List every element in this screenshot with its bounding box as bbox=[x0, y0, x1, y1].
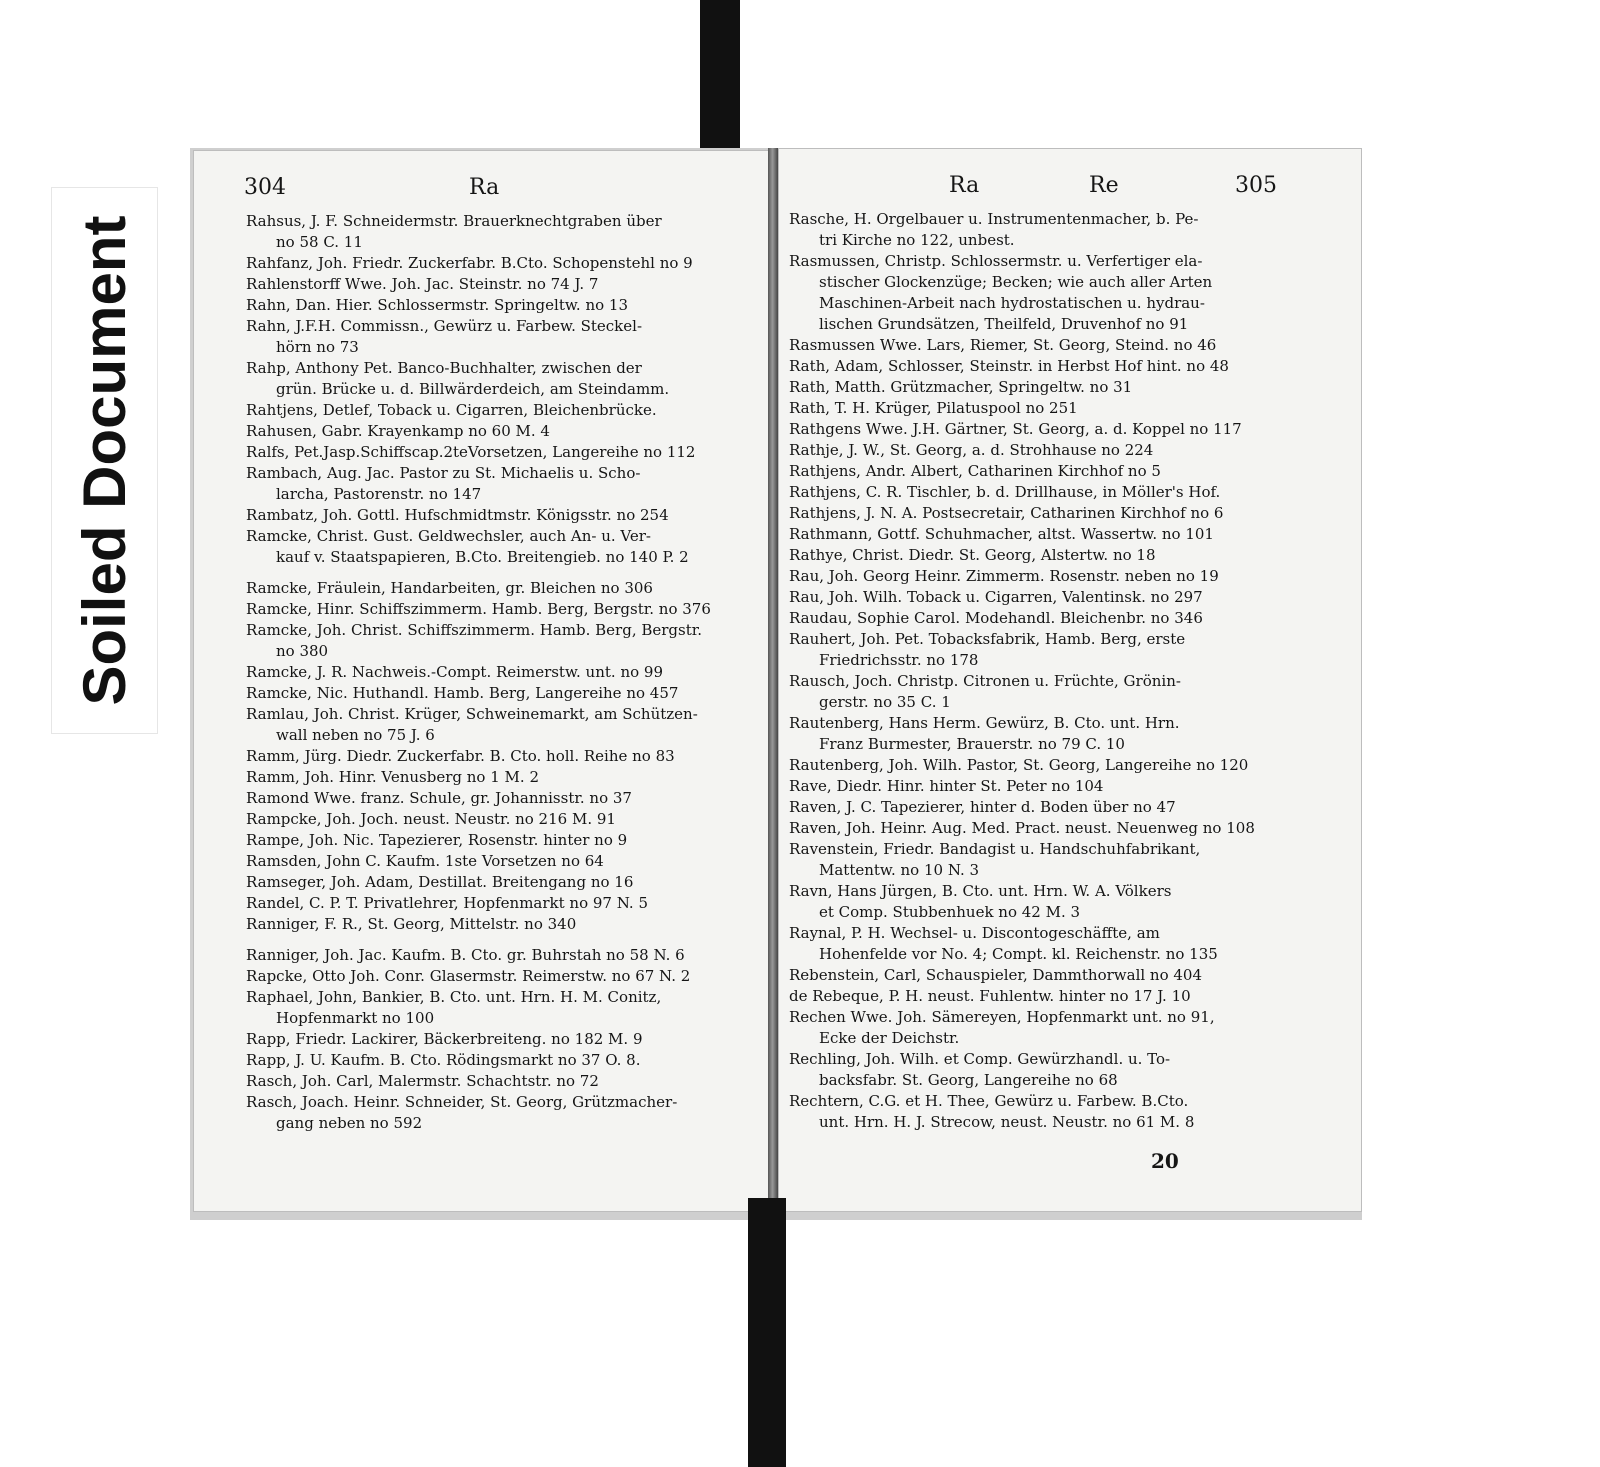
directory-entry-continuation: larcha, Pastorenstr. no 147 bbox=[276, 485, 482, 503]
directory-entry: Rasche, H. Orgelbauer u. Instrumentenmacher, b. Pe- bbox=[789, 210, 1199, 228]
directory-entry-continuation: Friedrichsstr. no 178 bbox=[819, 651, 979, 669]
directory-entry: Ranniger, Joh. Jac. Kaufm. B. Cto. gr. Buhrstah no 58 N. 6 bbox=[246, 946, 685, 964]
directory-entry: Rave, Diedr. Hinr. hinter St. Peter no 104 bbox=[789, 777, 1104, 795]
directory-entry: Rambatz, Joh. Gottl. Hufschmidtmstr. Königsstr. no 254 bbox=[246, 506, 669, 524]
directory-entry-continuation: wall neben no 75 J. 6 bbox=[276, 726, 435, 744]
directory-entry: Rathjens, C. R. Tischler, b. d. Drillhause, in Möller's Hof. bbox=[789, 483, 1221, 501]
directory-entry: Rahtjens, Detlef, Toback u. Cigarren, Bleichenbrücke. bbox=[246, 401, 657, 419]
left-page-number: 304 bbox=[244, 175, 286, 200]
directory-entry: Rahusen, Gabr. Krayenkamp no 60 M. 4 bbox=[246, 422, 550, 440]
entry-spacer bbox=[246, 568, 747, 578]
right-header-letter-ra: Ra bbox=[949, 173, 980, 198]
directory-entry-continuation: no 380 bbox=[276, 642, 329, 660]
directory-entry: Rausch, Joch. Christp. Citronen u. Früchte, Grönin- bbox=[789, 672, 1181, 690]
directory-entry-continuation: Franz Burmester, Brauerstr. no 79 C. 10 bbox=[819, 735, 1125, 753]
right-page bbox=[778, 148, 1362, 1212]
directory-entry-continuation: backsfabr. St. Georg, Langereihe no 68 bbox=[819, 1071, 1118, 1089]
directory-entry-continuation: stischer Glockenzüge; Becken; wie auch aller Arten bbox=[819, 273, 1213, 291]
directory-entry: Rau, Joh. Georg Heinr. Zimmerm. Rosenstr. neben no 19 bbox=[789, 567, 1219, 585]
directory-entry: Rathgens Wwe. J.H. Gärtner, St. Georg, a. d. Koppel no 117 bbox=[789, 420, 1242, 438]
directory-entry: Rechen Wwe. Joh. Sämereyen, Hopfenmarkt unt. no 91, bbox=[789, 1008, 1215, 1026]
directory-entry-continuation: hörn no 73 bbox=[276, 338, 359, 356]
directory-entry: Raphael, John, Bankier, B. Cto. unt. Hrn. H. M. Conitz, bbox=[246, 988, 662, 1006]
directory-entry: Ramseger, Joh. Adam, Destillat. Breitengang no 16 bbox=[246, 873, 634, 891]
left-entry-list bbox=[246, 211, 747, 1134]
right-page-number: 305 bbox=[1235, 173, 1277, 198]
directory-entry: Ramsden, John C. Kaufm. 1ste Vorsetzen no 64 bbox=[246, 852, 604, 870]
directory-entry: Ramcke, Christ. Gust. Geldwechsler, auch An- u. Ver- bbox=[246, 527, 651, 545]
soiled-document-label bbox=[52, 188, 157, 733]
directory-entry: Ravenstein, Friedr. Bandagist u. Handschuhfabrikant, bbox=[789, 840, 1201, 858]
directory-entry: Rath, Matth. Grützmacher, Springeltw. no 31 bbox=[789, 378, 1133, 396]
directory-entry: Raynal, P. H. Wechsel- u. Discontogeschäffte, am bbox=[789, 924, 1160, 942]
directory-entry: Ramond Wwe. franz. Schule, gr. Johannisstr. no 37 bbox=[246, 789, 632, 807]
directory-entry-continuation: gerstr. no 35 C. 1 bbox=[819, 693, 951, 711]
directory-entry: Rampe, Joh. Nic. Tapezierer, Rosenstr. hinter no 9 bbox=[246, 831, 628, 849]
directory-entry-continuation: grün. Brücke u. d. Billwärderdeich, am Steindamm. bbox=[276, 380, 670, 398]
directory-entry: Rapp, J. U. Kaufm. B. Cto. Rödingsmarkt no 37 O. 8. bbox=[246, 1051, 641, 1069]
directory-entry: Raudau, Sophie Carol. Modehandl. Bleichenbr. no 346 bbox=[789, 609, 1203, 627]
soiled-document-text: Soiled Document bbox=[71, 215, 138, 706]
directory-entry: Rahp, Anthony Pet. Banco-Buchhalter, zwischen der bbox=[246, 359, 642, 377]
directory-entry: Rapp, Friedr. Lackirer, Bäckerbreiteng. no 182 M. 9 bbox=[246, 1030, 643, 1048]
directory-entry: Ramm, Joh. Hinr. Venusberg no 1 M. 2 bbox=[246, 768, 539, 786]
directory-entry: Rechtern, C.G. et H. Thee, Gewürz u. Farbew. B.Cto. bbox=[789, 1092, 1189, 1110]
entry-spacer bbox=[246, 935, 747, 945]
directory-entry: Rahlenstorff Wwe. Joh. Jac. Steinstr. no 74 J. 7 bbox=[246, 275, 599, 293]
directory-entry-continuation: lischen Grundsätzen, Theilfeld, Druvenhof no 91 bbox=[819, 315, 1189, 333]
directory-entry: Ramcke, Fräulein, Handarbeiten, gr. Bleichen no 306 bbox=[246, 579, 653, 597]
directory-entry: Rahfanz, Joh. Friedr. Zuckerfabr. B.Cto. Schopenstehl no 9 bbox=[246, 254, 693, 272]
directory-entry: Raven, Joh. Heinr. Aug. Med. Pract. neust. Neuenweg no 108 bbox=[789, 819, 1255, 837]
directory-entry: Raven, J. C. Tapezierer, hinter d. Boden über no 47 bbox=[789, 798, 1176, 816]
directory-entry-continuation: no 58 C. 11 bbox=[276, 233, 363, 251]
directory-entry-continuation: Mattentw. no 10 N. 3 bbox=[819, 861, 980, 879]
directory-entry: Randel, C. P. T. Privatlehrer, Hopfenmarkt no 97 N. 5 bbox=[246, 894, 648, 912]
directory-entry: Ralfs, Pet.Jasp.Schiffscap.2teVorsetzen, Langereihe no 112 bbox=[246, 443, 696, 461]
directory-entry: Ramcke, Nic. Huthandl. Hamb. Berg, Langereihe no 457 bbox=[246, 684, 679, 702]
directory-entry: Rahn, J.F.H. Commissn., Gewürz u. Farbew. Steckel- bbox=[246, 317, 643, 335]
directory-entry: Rathjens, J. N. A. Postsecretair, Catharinen Kirchhof no 6 bbox=[789, 504, 1224, 522]
directory-entry-continuation: kauf v. Staatspapieren, B.Cto. Breitengieb. no 140 P. 2 bbox=[276, 548, 689, 566]
directory-entry: Rampcke, Joh. Joch. neust. Neustr. no 216 M. 91 bbox=[246, 810, 616, 828]
directory-entry-continuation: gang neben no 592 bbox=[276, 1114, 423, 1132]
directory-entry: Rebenstein, Carl, Schauspieler, Dammthorwall no 404 bbox=[789, 966, 1203, 984]
directory-entry: Rauhert, Joh. Pet. Tobacksfabrik, Hamb. Berg, erste bbox=[789, 630, 1186, 648]
directory-entry-continuation: Hohenfelde vor No. 4; Compt. kl. Reichenstr. no 135 bbox=[819, 945, 1218, 963]
directory-entry: Rambach, Aug. Jac. Pastor zu St. Michaelis u. Scho- bbox=[246, 464, 641, 482]
right-header-letter-re: Re bbox=[1089, 173, 1119, 198]
directory-entry: Rasch, Joach. Heinr. Schneider, St. Georg, Grützmacher- bbox=[246, 1093, 678, 1111]
directory-entry: Rathje, J. W., St. Georg, a. d. Strohhause no 224 bbox=[789, 441, 1154, 459]
directory-entry: Rautenberg, Joh. Wilh. Pastor, St. Georg, Langereihe no 120 bbox=[789, 756, 1249, 774]
directory-entry: Rautenberg, Hans Herm. Gewürz, B. Cto. unt. Hrn. bbox=[789, 714, 1180, 732]
directory-entry: Rahsus, J. F. Schneidermstr. Brauerknechtgraben über bbox=[246, 212, 662, 230]
directory-entry-continuation: Maschinen-Arbeit nach hydrostatischen u. hydrau- bbox=[819, 294, 1205, 312]
right-entry-list bbox=[789, 209, 1347, 1133]
directory-entry: Rasch, Joh. Carl, Malermstr. Schachtstr. no 72 bbox=[246, 1072, 599, 1090]
directory-entry-continuation: Ecke der Deichstr. bbox=[819, 1029, 960, 1047]
binding-strap-top bbox=[700, 0, 740, 160]
left-page bbox=[193, 150, 770, 1212]
directory-entry: Rahn, Dan. Hier. Schlossermstr. Springeltw. no 13 bbox=[246, 296, 628, 314]
directory-entry-continuation: et Comp. Stubbenhuek no 42 M. 3 bbox=[819, 903, 1081, 921]
directory-entry: Rath, T. H. Krüger, Pilatuspool no 251 bbox=[789, 399, 1078, 417]
directory-entry: Ramcke, J. R. Nachweis.-Compt. Reimerstw. unt. no 99 bbox=[246, 663, 663, 681]
directory-entry: Ranniger, F. R., St. Georg, Mittelstr. no 340 bbox=[246, 915, 577, 933]
directory-entry-continuation: tri Kirche no 122, unbest. bbox=[819, 231, 1015, 249]
directory-entry: Rasmussen, Christp. Schlossermstr. u. Verfertiger ela- bbox=[789, 252, 1203, 270]
book-gutter bbox=[768, 148, 778, 1213]
directory-entry: Rechling, Joh. Wilh. et Comp. Gewürzhandl. u. To- bbox=[789, 1050, 1171, 1068]
directory-entry: Rathye, Christ. Diedr. St. Georg, Alstertw. no 18 bbox=[789, 546, 1156, 564]
directory-entry: Ravn, Hans Jürgen, B. Cto. unt. Hrn. W. A. Völkers bbox=[789, 882, 1172, 900]
directory-entry-continuation: unt. Hrn. H. J. Strecow, neust. Neustr. no 61 M. 8 bbox=[819, 1113, 1195, 1131]
directory-entry: Ramcke, Joh. Christ. Schiffszimmerm. Hamb. Berg, Bergstr. bbox=[246, 621, 703, 639]
directory-entry: Rathmann, Gottf. Schuhmacher, altst. Wassertw. no 101 bbox=[789, 525, 1214, 543]
directory-entry-continuation: Hopfenmarkt no 100 bbox=[276, 1009, 435, 1027]
directory-entry: Rathjens, Andr. Albert, Catharinen Kirchhof no 5 bbox=[789, 462, 1161, 480]
directory-entry: Ramm, Jürg. Diedr. Zuckerfabr. B. Cto. holl. Reihe no 83 bbox=[246, 747, 675, 765]
gathering-signature: 20 bbox=[1151, 1149, 1179, 1173]
directory-entry: Ramcke, Hinr. Schiffszimmerm. Hamb. Berg, Bergstr. no 376 bbox=[246, 600, 711, 618]
directory-entry: Rath, Adam, Schlosser, Steinstr. in Herbst Hof hint. no 48 bbox=[789, 357, 1229, 375]
directory-entry: de Rebeque, P. H. neust. Fuhlentw. hinter no 17 J. 10 bbox=[789, 987, 1191, 1005]
directory-entry: Rau, Joh. Wilh. Toback u. Cigarren, Valentinsk. no 297 bbox=[789, 588, 1203, 606]
directory-entry: Rasmussen Wwe. Lars, Riemer, St. Georg, Steind. no 46 bbox=[789, 336, 1217, 354]
binding-strap-bottom bbox=[748, 1198, 786, 1467]
directory-entry: Ramlau, Joh. Christ. Krüger, Schweinemarkt, am Schützen- bbox=[246, 705, 698, 723]
directory-entry: Rapcke, Otto Joh. Conr. Glasermstr. Reimerstw. no 67 N. 2 bbox=[246, 967, 691, 985]
left-header-letters: Ra bbox=[469, 175, 500, 200]
